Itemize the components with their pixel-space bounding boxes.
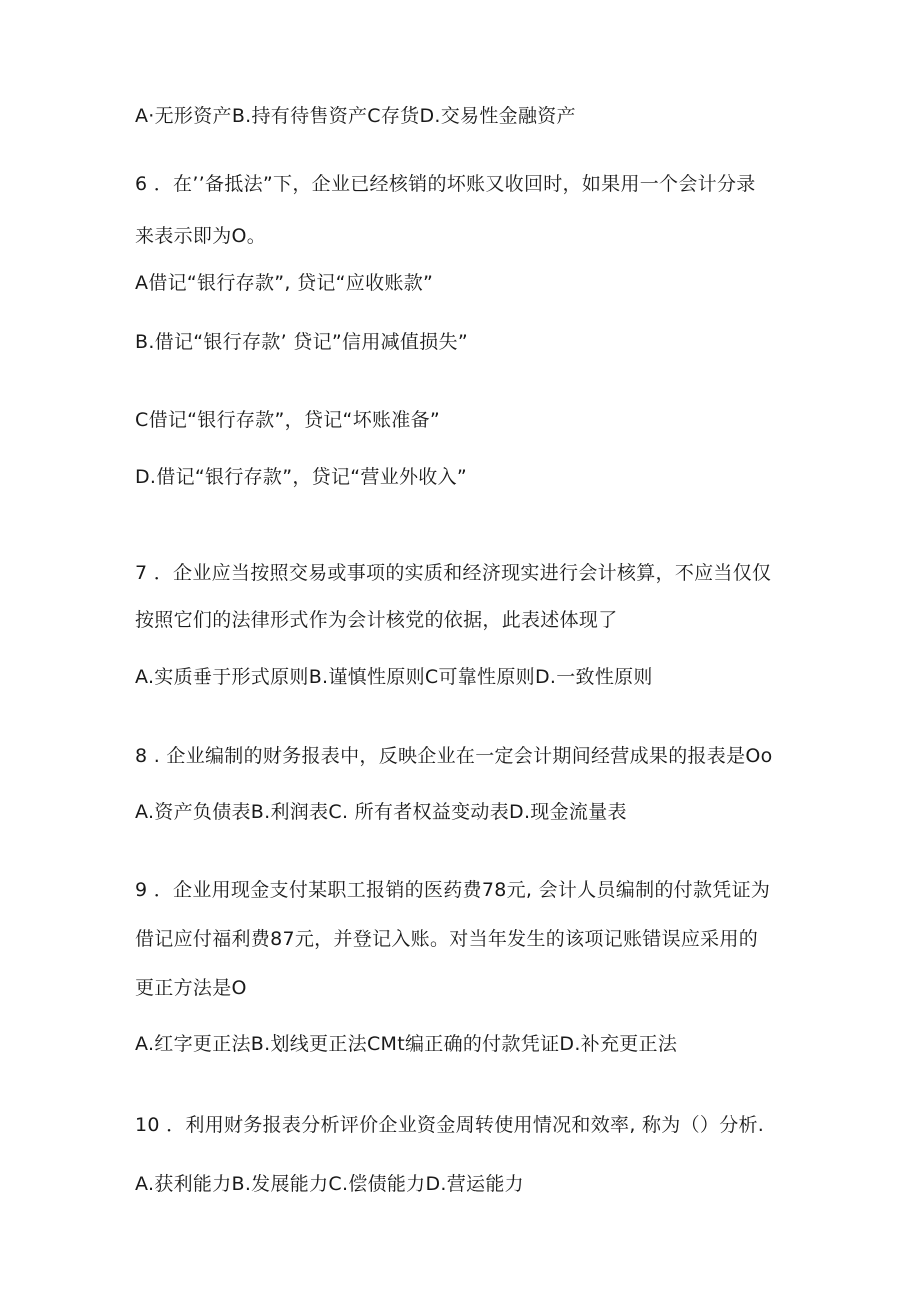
- q6-option-c: C借记“银行存款”，贷记“坏账准备”: [135, 409, 441, 431]
- q6-option-b: B.借记“银行存款’ 贷记”信用减值损失”: [135, 331, 468, 353]
- q8-options: A.资产负债表B.利润表C. 所有者权益变动表D.现金流量表: [135, 801, 627, 823]
- q10-stem: 10 ．利用财务报表分析评价企业资金周转使用情况和效率, 称为（）分析.: [135, 1114, 765, 1136]
- q7-stem-line1: 7 ．企业应当按照交易或事项的实质和经济现实进行会计核算，不应当仅仅: [135, 562, 772, 584]
- q9-options: A.红字更正法B.划线更正法CMt编正确的付款凭证D.补充更正法: [135, 1033, 678, 1055]
- q6-stem-line1: 6 ．在’’备抵法”下，企业已经核销的坏账又收回时，如果用一个会计分录: [135, 173, 756, 195]
- q5-options: A·无形资产B.持有待售资产C存货D.交易性金融资产: [135, 105, 576, 127]
- q6-stem-line2: 来表示即为O。: [135, 225, 267, 247]
- q8-stem: 8 . 企业编制的财务报表中，反映企业在一定会计期间经营成果的报表是Oo: [135, 745, 773, 767]
- q6-option-d: D.借记“银行存款”，贷记“营业外收入”: [135, 466, 468, 488]
- q6-option-a: A借记“银行存款”, 贷记“应收账款”: [135, 272, 434, 294]
- q10-options: A.获利能力B.发展能力C.偿债能力D.营运能力: [135, 1173, 524, 1195]
- q9-stem-line3: 更正方法是O: [135, 977, 247, 999]
- q7-stem-line2: 按照它们的法律形式作为会计核党的依据，此表述体现了: [135, 609, 618, 631]
- q9-stem-line2: 借记应付福利费87元，并登记入账。对当年发生的该项记账错误应采用的: [135, 928, 759, 950]
- q9-stem-line1: 9 ．企业用现金支付某职工报销的医药费78元, 会计人员编制的付款凭证为: [135, 879, 771, 901]
- q7-options: A.实质垂于形式原则B.谨慎性原则C可靠性原则D.一致性原则: [135, 666, 653, 688]
